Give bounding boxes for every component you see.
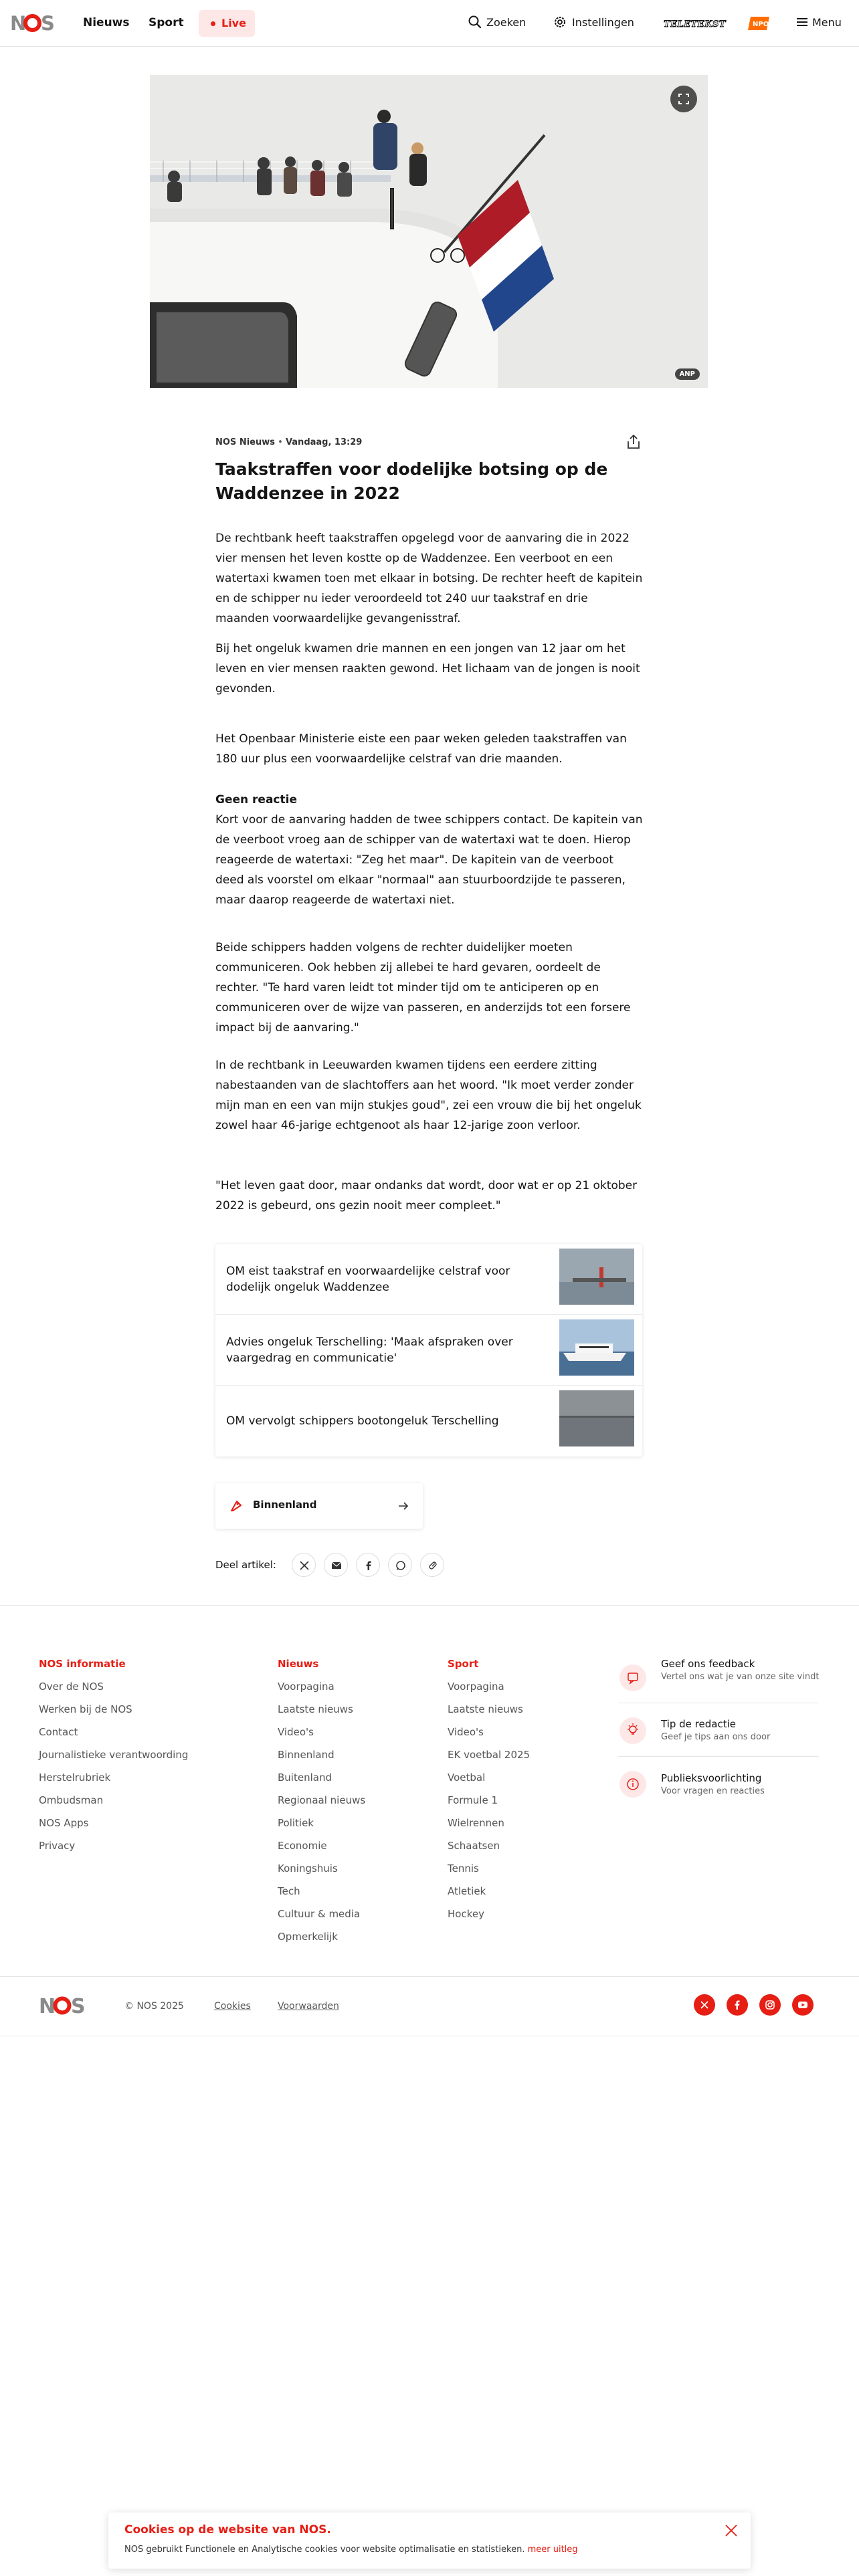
- link-icon: [427, 1560, 438, 1571]
- related-article[interactable]: [215, 1244, 642, 1315]
- footer-link[interactable]: Privacy: [39, 1840, 76, 1852]
- photo-credit: ANP: [675, 368, 700, 380]
- article-paragraph: De rechtbank heeft taakstraffen opgelegd voor de aanvaring die in 2022 vier mensen het leven kostte op de Waddenzee. Een veerboot en een watertaxi kwamen toen met elkaar in botsing. De rechter heeft de kapitein en de schipper nu ieder veroordeeld tot 240 uur taakstraf en drie maanden voorwaardelijke gevangenisstraf.: [215, 532, 643, 625]
- footer-link[interactable]: Ombudsman: [39, 1794, 104, 1806]
- footer-link[interactable]: Contact: [39, 1726, 78, 1738]
- footer-link[interactable]: Laatste nieuws: [278, 1703, 353, 1715]
- publieksvoorlichting-title[interactable]: Publieksvoorlichting: [661, 1772, 762, 1784]
- cookie-description: NOS gebruikt Functionele en Analytische cookies voor website optimalisatie en statistieken.: [124, 2545, 525, 2555]
- footer-link[interactable]: Economie: [278, 1840, 327, 1852]
- footer-heading-nos-informatie: NOS informatie: [39, 1658, 126, 1670]
- facebook-social-button[interactable]: [727, 1994, 748, 2016]
- article-paragraph: Beide schippers hadden volgens de rechter duidelijker moeten communiceren. Ook hebben zij allebei te hard gevaren, oordeelt de rechter. "Te hard varen leidt tot minder tijd om te anticiperen op en communiceren over de wijze van passeren, en anderzijds tot een forsere impact bij de aanvaring.": [215, 941, 631, 1035]
- fullscreen-button[interactable]: [670, 86, 697, 112]
- tag-label: Binnenland: [253, 1499, 317, 1511]
- related-title: OM vervolgt schippers bootongeluk Terschelling: [226, 1414, 499, 1428]
- teletekst-label: TELETEKST: [664, 19, 727, 29]
- lightbulb-icon[interactable]: [619, 1717, 646, 1744]
- share-icon[interactable]: [625, 433, 642, 451]
- terms-link[interactable]: Voorwaarden: [278, 2001, 339, 2012]
- article-paragraph: Kort voor de aanvaring hadden de twee schippers contact. De kapitein van de veerboot vroeg aan de schipper van de watertaxi wat te doen. Hierop reageerde de watertaxi: "Zeg het maar". De kapitein van de veerboot deed als voorstel om elkaar "normaal" aan stuurboordzijde te passeren, maar daarop reageerde de watertaxi niet.: [215, 813, 643, 907]
- feedback-title[interactable]: Geef ons feedback: [661, 1658, 755, 1670]
- gear-icon[interactable]: [553, 15, 567, 29]
- footer-link[interactable]: Cultuur & media: [278, 1908, 361, 1920]
- footer-link[interactable]: Binnenland: [278, 1749, 335, 1761]
- arrow-right-icon: [397, 1500, 409, 1512]
- category-tag[interactable]: [215, 1483, 423, 1529]
- youtube-social-button[interactable]: [792, 1994, 814, 2016]
- tag-icon: [229, 1499, 244, 1513]
- nav-sport[interactable]: Sport: [149, 16, 184, 29]
- live-button[interactable]: [199, 10, 255, 37]
- share-x-button[interactable]: [292, 1553, 316, 1577]
- youtube-social-icon: [797, 2000, 808, 2010]
- feedback-icon[interactable]: [619, 1665, 646, 1691]
- footer-link[interactable]: Formule 1: [448, 1794, 498, 1806]
- cookie-text: [124, 2545, 578, 2555]
- tip-title[interactable]: Tip de redactie: [661, 1718, 736, 1730]
- search-button[interactable]: Zoeken: [486, 16, 527, 29]
- footer-link[interactable]: Politiek: [278, 1817, 314, 1829]
- x-social-button[interactable]: [694, 1994, 715, 2016]
- share-whatsapp-button[interactable]: [388, 1553, 412, 1577]
- related-thumbnail: [559, 1249, 634, 1305]
- cookie-banner: [108, 2512, 751, 2569]
- svg-text:N: N: [39, 1995, 56, 2018]
- footer-link[interactable]: Wielrennen: [448, 1817, 504, 1829]
- close-icon[interactable]: [724, 2523, 739, 2538]
- footer-link[interactable]: Koningshuis: [278, 1862, 338, 1874]
- nos-logo[interactable]: [10, 12, 57, 33]
- menu-button[interactable]: Menu: [812, 16, 842, 29]
- related-articles: [215, 1244, 642, 1457]
- tip-subtitle: Geef je tips aan ons door: [661, 1732, 771, 1742]
- cookie-title: Cookies op de website van NOS.: [124, 2523, 331, 2537]
- footer-link[interactable]: Voorpagina: [448, 1681, 504, 1693]
- npo-logo[interactable]: [748, 15, 772, 31]
- related-title: Advies ongeluk Terschelling: 'Maak afspraken over vaargedrag en communicatie': [226, 1335, 513, 1365]
- share-email-button[interactable]: [324, 1553, 348, 1577]
- footer-link[interactable]: NOS Apps: [39, 1817, 89, 1829]
- footer-nos-logo[interactable]: [39, 1994, 92, 2016]
- footer-link[interactable]: Tennis: [448, 1862, 479, 1874]
- nav-nieuws[interactable]: Nieuws: [83, 16, 130, 29]
- hero-image: [150, 75, 708, 388]
- x-icon: [299, 1560, 310, 1571]
- article-paragraph: Het Openbaar Ministerie eiste een paar weken geleden taakstraffen van 180 uur plus een voorwaardelijke celstraf van drie maanden.: [215, 732, 627, 766]
- footer-link[interactable]: Voetbal: [448, 1772, 486, 1784]
- feedback-subtitle: Vertel ons wat je van onze site vindt: [661, 1672, 820, 1682]
- footer-link[interactable]: Tech: [278, 1885, 300, 1897]
- footer-link[interactable]: Over de NOS: [39, 1681, 104, 1693]
- footer-link[interactable]: Atletiek: [448, 1885, 486, 1897]
- footer-heading-nieuws: Nieuws: [278, 1658, 319, 1670]
- live-dot-icon: [211, 21, 215, 26]
- footer-divider: [0, 1976, 859, 1977]
- related-thumbnail: [559, 1319, 634, 1376]
- article-paragraph: Bij het ongeluk kwamen drie mannen en een jongen van 12 jaar om het leven en vier mensen raakten gewond. Het lichaam van de jongen is nooit gevonden.: [215, 642, 640, 695]
- expand-icon: [670, 86, 697, 112]
- x-social-icon: [699, 2000, 710, 2010]
- related-thumbnail: [559, 1390, 634, 1446]
- footer-heading-sport: Sport: [448, 1658, 479, 1670]
- footer-link[interactable]: Opmerkelijk: [278, 1931, 338, 1943]
- search-icon[interactable]: [468, 15, 482, 29]
- menu-icon[interactable]: [795, 15, 809, 29]
- article-source[interactable]: NOS Nieuws: [215, 437, 275, 447]
- footer-link[interactable]: Voorpagina: [278, 1681, 335, 1693]
- npo-label: NPO: [753, 21, 769, 28]
- footer-link[interactable]: Laatste nieuws: [448, 1703, 523, 1715]
- footer-divider: [0, 1605, 859, 1606]
- feedback-divider: [618, 1756, 819, 1757]
- site-header: [0, 0, 859, 47]
- related-title: OM eist taakstraf en voorwaardelijke celstraf voor dodelijk ongeluk Waddenzee: [226, 1265, 510, 1294]
- copyright: © NOS 2025: [124, 2001, 184, 2012]
- footer-link[interactable]: Journalistieke verantwoording: [39, 1749, 189, 1761]
- instagram-social-icon: [765, 2000, 775, 2010]
- article-paragraph: In de rechtbank in Leeuwarden kwamen tijdens een eerdere zitting nabestaanden van de slachtoffers aan het woord. "Ik moet verder zonder mijn man en een van mijn stukjes goud", zei een vrouw die bij het ongeluk zowel haar 46-jarige echtgenoot als haar 12-jarige zoon verloor.: [215, 1059, 642, 1132]
- instagram-social-button[interactable]: [759, 1994, 781, 2016]
- footer-link[interactable]: Werken bij de NOS: [39, 1703, 132, 1715]
- share-facebook-button[interactable]: [356, 1553, 380, 1577]
- email-icon: [331, 1560, 342, 1571]
- info-icon[interactable]: [619, 1771, 646, 1798]
- article-paragraph: "Het leven gaat door, maar ondanks dat wordt, door wat er op 21 oktober 2022 is gebeurd, ons gezin nooit meer compleet.": [215, 1179, 638, 1212]
- footer-link[interactable]: Hockey: [448, 1908, 484, 1920]
- article-time: Vandaag, 13:29: [285, 437, 363, 447]
- live-label: Live: [221, 17, 246, 29]
- footer-link[interactable]: Video's: [278, 1726, 314, 1738]
- teletekst-logo[interactable]: [663, 17, 727, 29]
- footer-link[interactable]: Schaatsen: [448, 1840, 500, 1852]
- svg-text:S: S: [41, 12, 55, 35]
- related-article[interactable]: [215, 1315, 642, 1386]
- publieksvoorlichting-subtitle: Voor vragen en reacties: [661, 1786, 765, 1796]
- svg-text:N: N: [10, 12, 26, 35]
- share-label: Deel artikel:: [215, 1559, 276, 1571]
- related-article[interactable]: [215, 1386, 642, 1457]
- settings-button[interactable]: Instellingen: [572, 16, 634, 29]
- article-subheading: Geen reactie: [215, 793, 297, 807]
- share-link-button[interactable]: [420, 1553, 444, 1577]
- footer-link[interactable]: Buitenland: [278, 1772, 332, 1784]
- footer-link[interactable]: Regionaal nieuws: [278, 1794, 366, 1806]
- facebook-icon: [363, 1560, 374, 1571]
- ferry-photo: [150, 75, 708, 388]
- article-meta: [215, 437, 362, 447]
- svg-text:S: S: [71, 1995, 86, 2018]
- cookie-more-link[interactable]: meer uitleg: [527, 2545, 578, 2555]
- whatsapp-icon: [395, 1560, 406, 1571]
- footer-link[interactable]: Herstelrubriek: [39, 1772, 111, 1784]
- footer-link[interactable]: EK voetbal 2025: [448, 1749, 531, 1761]
- article-title: Taakstraffen voor dodelijke botsing op de Waddenzee in 2022: [215, 459, 608, 503]
- facebook-social-icon: [732, 2000, 743, 2010]
- meta-separator: •: [278, 437, 286, 447]
- cookies-link[interactable]: Cookies: [214, 2001, 251, 2012]
- footer-link[interactable]: Video's: [448, 1726, 484, 1738]
